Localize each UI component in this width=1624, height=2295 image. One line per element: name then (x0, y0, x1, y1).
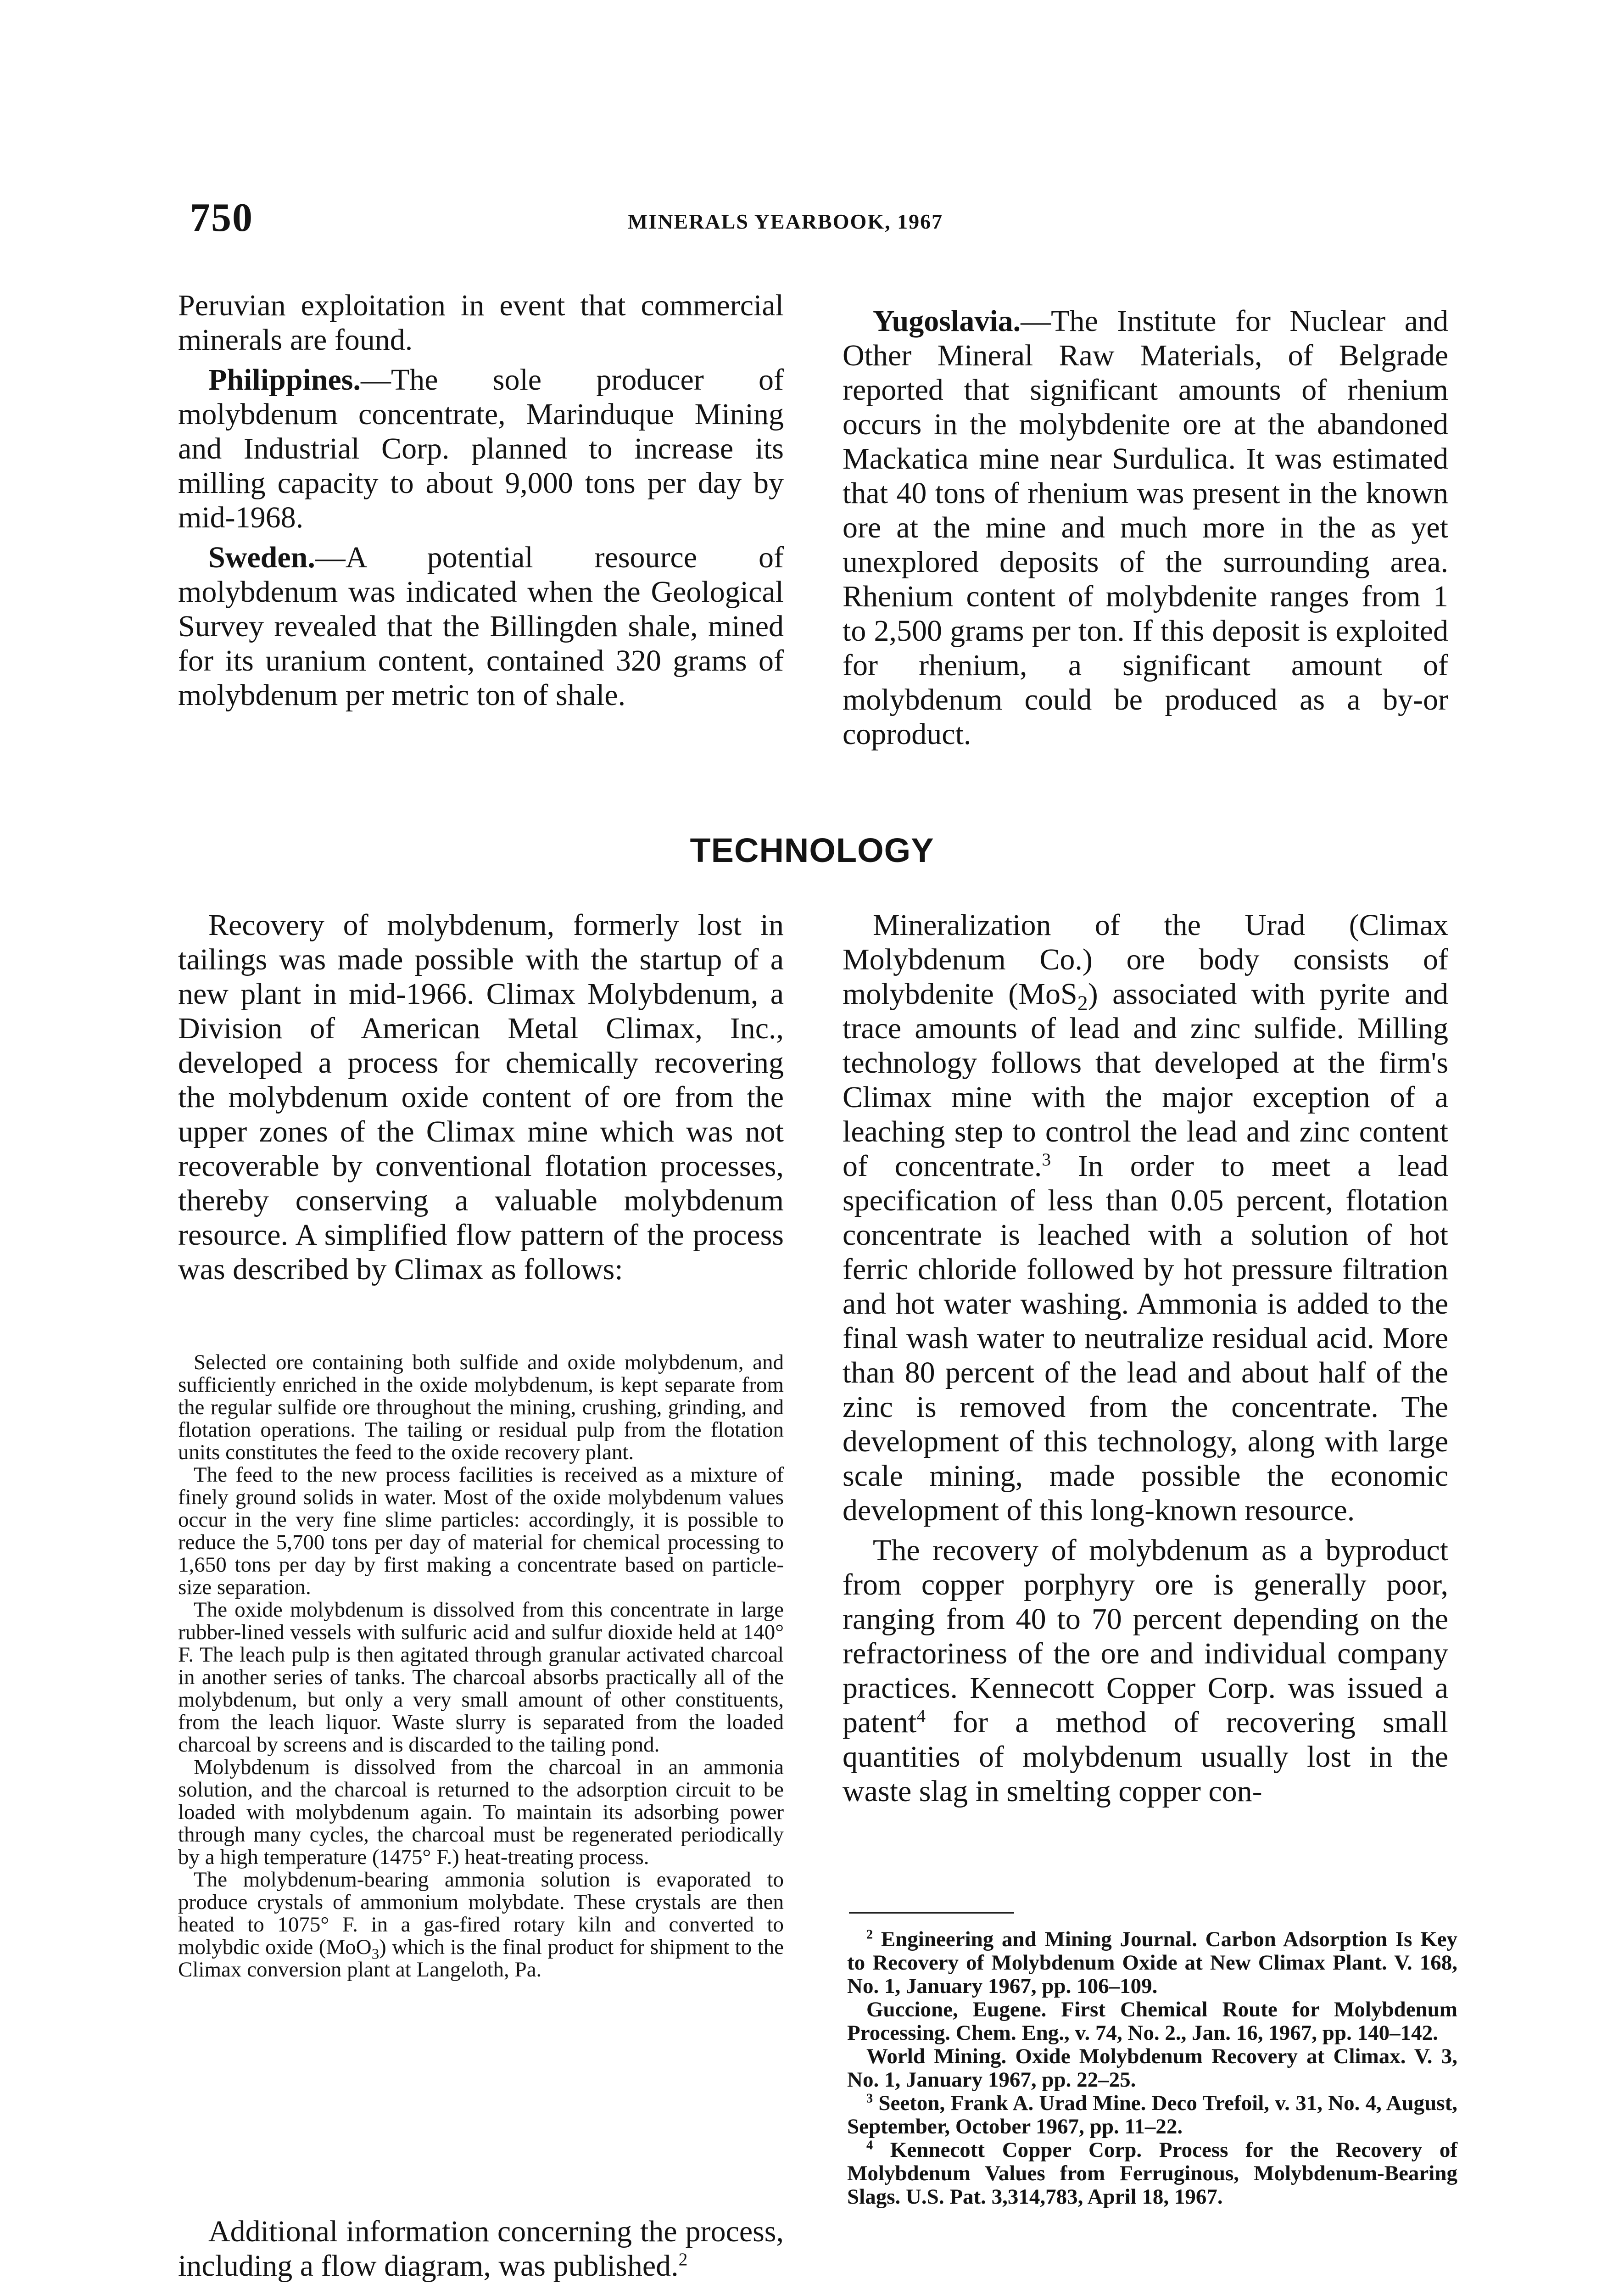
footnote-ref: 3 (1042, 1149, 1051, 1170)
running-title: MINERALS YEARBOOK, 1967 (628, 210, 943, 233)
footnotes (847, 1928, 1457, 2209)
block-quote (178, 1351, 784, 1981)
footnote-2-cont: Guccione, Eugene. First Chemical Route for Molybdenum Processing. Chem. Eng., v. 74, No. 2., Jan. 16, 1967, pp. 140–142. (847, 1998, 1457, 2045)
yugoslavia-text: —The Institute for Nuclear and Other Mineral Raw Materials, of Belgrade reported that significant amounts of rhenium occurs in the molybdenite ore at the abandoned Mackatica mine near Surdulica. It was estimated that 40 tons of rhenium was present in the known ore at the mine and much more in the as yet unexplored deposits of the surrounding area. Rhenium content of molybdenite ranges from 1 to 2,500 grams per ton. If this deposit is exploited for rhenium, a significant amount of molybdenum could be produced as a by-or coproduct. (843, 304, 1448, 751)
quote-paragraph: The oxide molybdenum is dissolved from this concentrate in large rubber-lined vessels with sulfuric acid and sulfur dioxide held at 140° F. The leach pulp is then agitated through granular activated charcoal in another series of tanks. The charcoal absorbs practically all of the molybdenum, but only a very small amount of other constituents, from the leach liquor. Waste slurry is separated from the loaded charcoal by screens and is discarded to the tailing pond. (178, 1598, 784, 1757)
philippines-lead: Philippines. (208, 363, 361, 397)
sweden-paragraph (178, 540, 784, 712)
footnote-4: $^4$ Kennecott Copper Corp. Process for the Recovery of Molybdenum Values from Ferruginous, Molybdenum-Bearing Slags. U.S. Pat. 3,314,783, April 18, 1967. (847, 2138, 1458, 2209)
footnote-ref: 2 (678, 2249, 688, 2269)
sweden-text: —A potential resource of molybdenum was indicated when the Geological Survey revealed that the Billingden shale, mined for its uranium content, contained 320 grams of molybdenum per metric ton of shale. (178, 541, 784, 712)
philippines-paragraph (178, 363, 784, 535)
philippines-text: —The sole producer of molybdenum concentrate, Marinduque Mining and Industrial Corp. planned to increase its milling capacity to about 9,000 tons per day by mid-1968. (178, 363, 784, 534)
page-number: 750 (190, 196, 253, 240)
urad-paragraph: Mineralization of the Urad (Climax Molybdenum Co.) ore body consists of molybdenite (MoS$_2$) associated with pyrite and trace amounts of lead and zinc sulfide. Milling technology follows that developed at the firm's Climax mine with the major exception of a leaching step to control the lead and zinc content of concentrate.$^3$ In order to meet a lead specification of less than 0.05 percent, flotation concentrate is leached with a solution of hot ferric chloride followed by hot pressure filtration and hot water washing. Ammonia is added to the final wash water to neutralize residual acid. More than 80 percent of the lead and about half of the zinc is removed from the concentrate. The development of this technology, along with large scale mining, made possible the economic development of this long-known resource. (843, 908, 1449, 1527)
sweden-lead: Sweden. (208, 541, 315, 574)
quote-paragraph: Molybdenum is dissolved from the charcoal in an ammonia solution, and the charcoal is returned to the adsorption circuit to be loaded with molybdenum again. To maintain its adsorbing power through many cycles, the charcoal must be regenerated periodically by a high temperature (1475° F.) heat-treating process. (178, 1755, 784, 1869)
footnote-divider (849, 1912, 1014, 1914)
quote-paragraph: The feed to the new process facilities is received as a mixture of finely ground solids in water. Most of the oxide molybdenum values occur in the very fine slime particles: accordingly, it is possible to reduce the 5,700 tons per day of material for chemical processing to 1,650 tons per day by first making a concentrate based on particle-size separation. (178, 1463, 784, 1599)
section-heading: TECHNOLOGY (690, 831, 934, 869)
tech-closing-column (178, 2214, 784, 2283)
footnote-ref: 4 (916, 1706, 926, 1726)
quote-paragraph: Selected ore containing both sulfide and oxide molybdenum, and sufficiently enriched in the oxide molybdenum, is kept separate from the regular sulfide ore throughout the mining, crushing, grinding, and flotation operations. The tailing or residual pulp from the flotation units constitutes the feed to the oxide recovery plant. (178, 1350, 784, 1464)
tech-intro-paragraph: Recovery of molybdenum, formerly lost in tailings was made possible with the startup of a new plant in mid-1966. Climax Molybdenum, a Division of American Metal Climax, Inc., developed a process for chemically recovering the molybdenum oxide content of ore from the upper zones of the Climax mine which was not recoverable by conventional flotation processes, thereby conserving a valuable molybdenum resource. A simplified flow pattern of the process was described by Climax as follows: (178, 908, 784, 1286)
yugoslavia-paragraph (843, 304, 1448, 751)
footnote-3: $^3$ Seeton, Frank A. Urad Mine. Deco Trefoil, v. 31, No. 4, August, September, October 1967, pp. 11–22. (847, 2091, 1458, 2138)
yugoslavia-lead: Yugoslavia. (873, 304, 1021, 338)
footnote-2: $^2$ Engineering and Mining Journal. Carbon Adsorption Is Key to Recovery of Molybdenum Oxide at New Climax Plant. V. 168, No. 1, January 1967, pp. 106–109. (847, 1927, 1457, 1998)
continued-paragraph: Peruvian exploitation in event that commercial minerals are found. (178, 289, 784, 357)
footnote-2-cont: World Mining. Oxide Molybdenum Recovery at Climax. V. 3, No. 1, January 1967, pp. 22–25. (847, 2044, 1457, 2092)
tech-right-column (843, 908, 1448, 1808)
tech-intro-column (178, 908, 784, 1287)
top-left-column (178, 288, 784, 712)
quote-paragraph-last: The molybdenum-bearing ammonia solution is evaporated to produce crystals of ammonium molybdate. These crystals are then heated to 1075° F. in a gas-fired rotary kiln and converted to molybdic oxide (MoO$_3$) which is the final product for shipment to the Climax conversion plant at Langeloth, Pa. (178, 1868, 784, 1982)
top-right-column (843, 304, 1448, 751)
closing-paragraph: Additional information concerning the process, including a flow diagram, was published.$^2$ (178, 2215, 784, 2283)
byproduct-paragraph: The recovery of molybdenum as a byproduct from copper porphyry ore is generally poor, ranging from 40 to 70 percent depending on the refractoriness of the ore and individual company practices. Kennecott Copper Corp. was issued a patent$^4$ for a method of recovering small quantities of molybdenum usually lost in the waste slag in smelting copper con- (843, 1534, 1448, 1808)
